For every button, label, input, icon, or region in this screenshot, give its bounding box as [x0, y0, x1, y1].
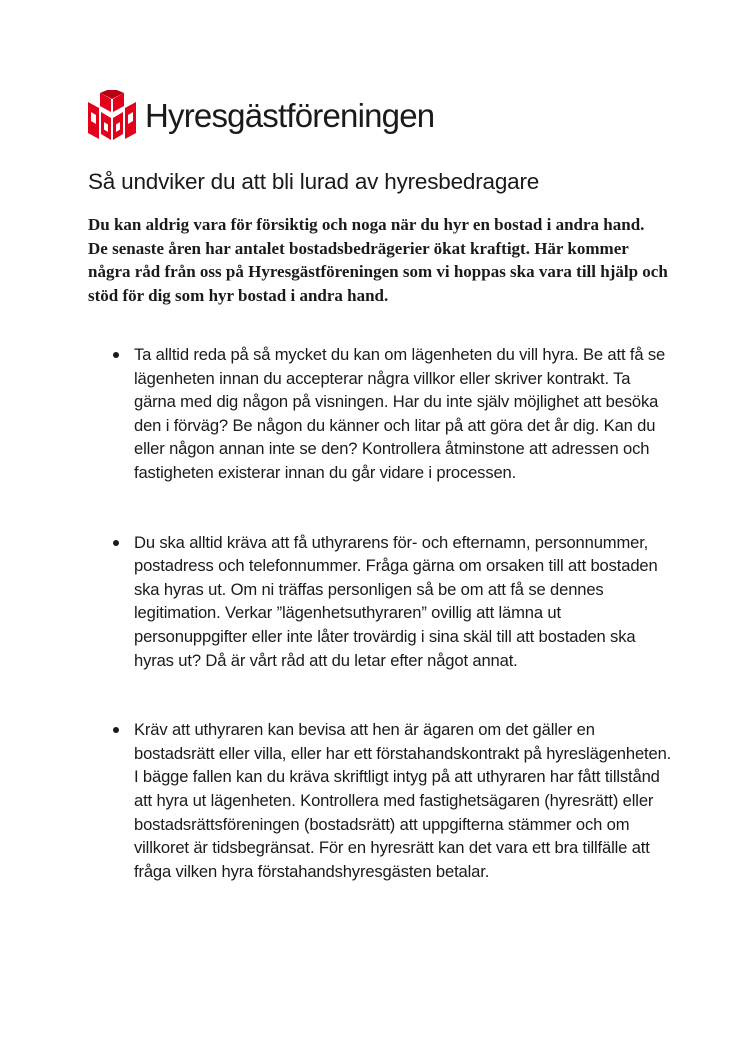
tips-list	[113, 343, 673, 929]
house-logo-icon	[87, 90, 137, 142]
page-title: Så undviker du att bli lurad av hyresbedragare	[88, 169, 540, 194]
intro-paragraph: Du kan aldrig vara för försiktig och noga när du hyr en bostad i andra hand. De senaste åren har antalet bostadsbedrägerier ökat kraftigt. Här kommer några råd från oss på Hyresgästföreningen som vi hoppas ska vara till hjälp och stöd för dig som hyr bostad i andra hand.	[88, 215, 668, 305]
logo-wordmark: Hyresgästföreningen	[145, 97, 435, 134]
list-item: Du ska alltid kräva att få uthyrarens för- och efternamn, personnummer, postadress och telefonnummer. Fråga gärna om orsaken till att bostaden ska hyras ut. Om ni träffas personligen så be om att få se dennes legitimation. Verkar ”lägenhetsuthyraren” ovillig att lämna ut personuppgifter eller inte låter trovärdig i sina skäl till att bostaden ska hyras ut? Då är vårt råd att du letar efter något annat.	[113, 531, 673, 673]
organization-logo	[87, 90, 434, 142]
list-item: Kräv att uthyraren kan bevisa att hen är ägaren om det gäller en bostadsrätt eller villa, eller har ett förstahandskontrakt på hyreslägenheten. I bägge fallen kan du kräva skriftligt intyg på att uthyraren har fått tillstånd att hyra ut lägenheten. Kontrollera med fastighetsägaren (hyresrätt) eller bostadsrättsföreningen (bostadsrätt) att uppgifterna stämmer och om villkoret är tidsbegränsat. För en hyresrätt kan det vara ett bra tillfälle att fråga vilken hyra förstahandshyresgästen betalar.	[113, 718, 673, 883]
list-item: Ta alltid reda på så mycket du kan om lägenheten du vill hyra. Be att få se lägenheten innan du accepterar några villkor eller skriver kontrakt. Ta gärna med dig någon på visningen. Har du inte själv möjlighet att besöka den i förväg? Be någon du känner och litar på att göra det år dig. Kan du eller någon annan inte se den? Kontrollera åtminstone att adressen och fastigheten existerar innan du går vidare i processen.	[113, 343, 673, 485]
